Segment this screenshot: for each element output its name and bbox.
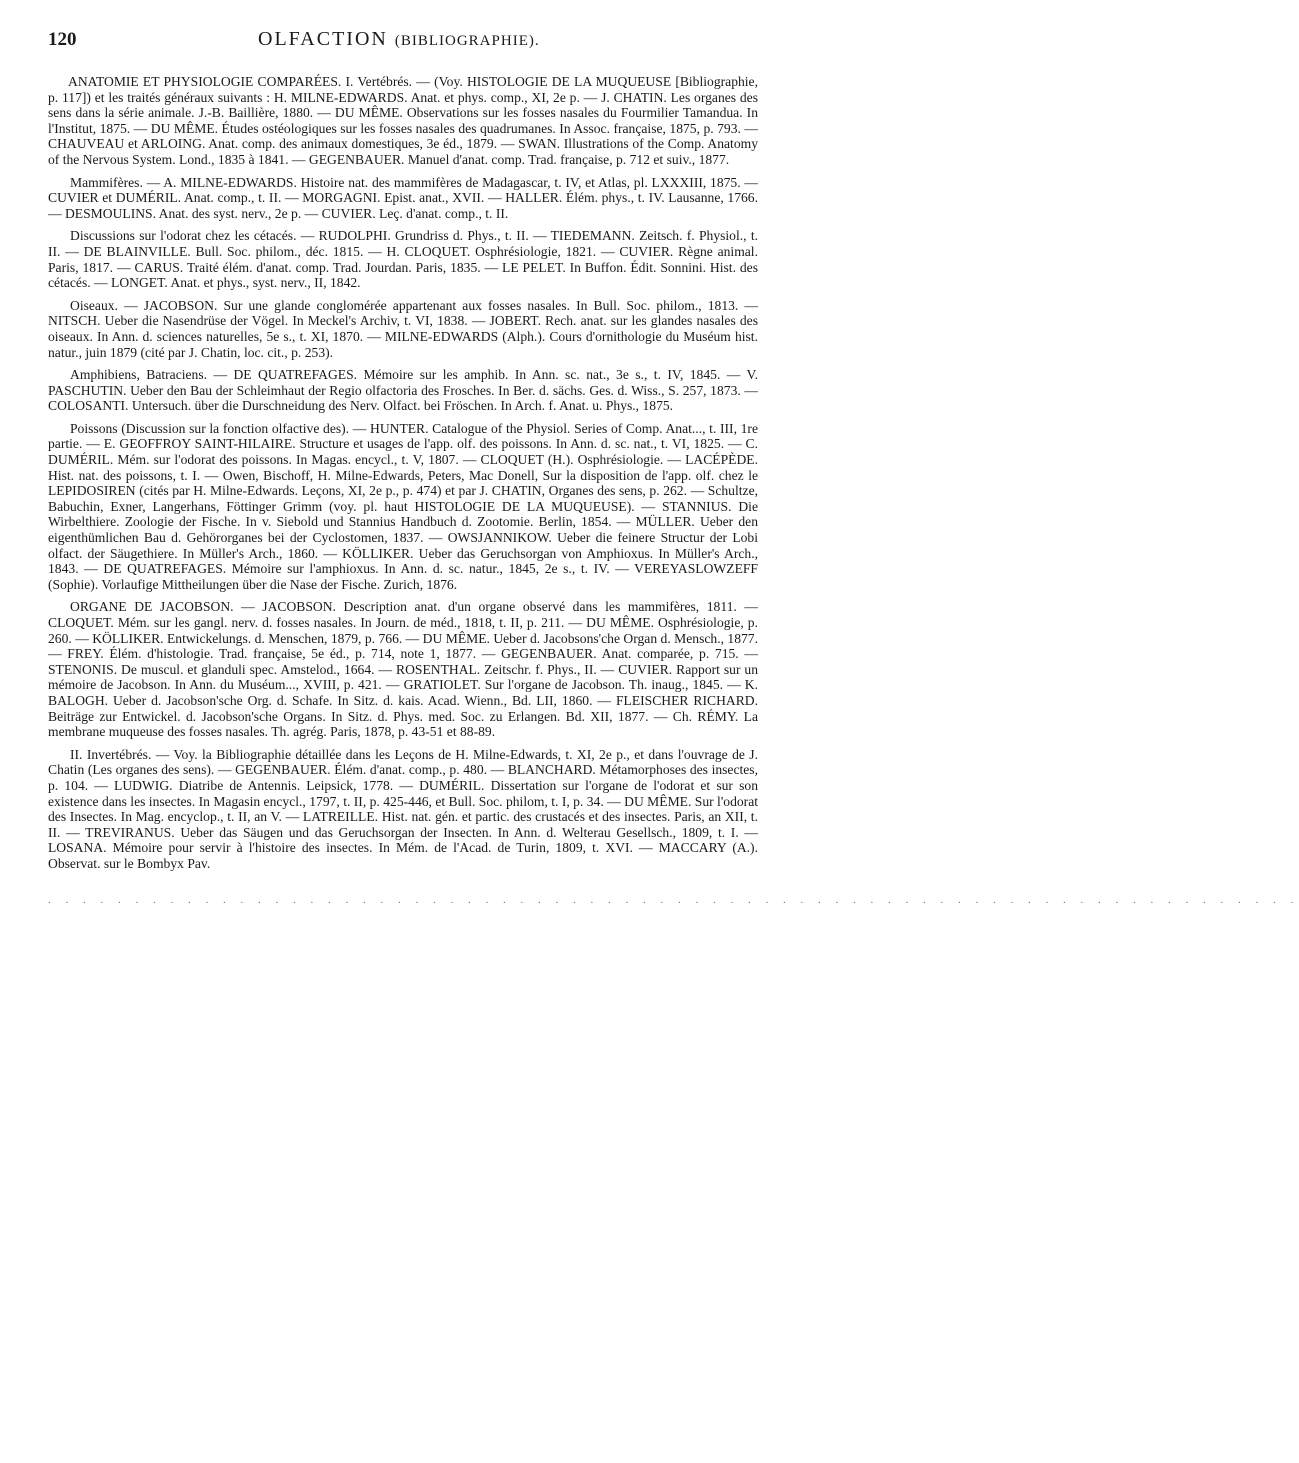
running-head (258, 28, 540, 51)
bibliography-entry-vertebres: ANATOMIE ET PHYSIOLOGIE COMPARÉES. I. Vertébrés. — (Voy. HISTOLOGIE DE LA MUQUEUSE [Bibliographie, p. 117]) et les traités généraux suivants : H. MILNE-EDWARDS. Anat. et phys. comp., XI, 2e p. — J. CHATIN. Les organes des sens dans la série animale. J.-B. Baillière, 1880. — DU MÊME. Observations sur les fosses nasales du Fourmilier Tamandua. In l'Institut, 1875. — DU MÊME. Études ostéologiques sur les fosses nasales des quadrumanes. In Assoc. française, 1875, p. 793. — CHAUVEAU et ARLOING. Anat. comp. des animaux domestiques, 3e éd., 1879. — SWAN. Illustrations of the Comp. Anatomy of the Nervous System. Lond., 1835 à 1841. — GEGENBAUER. Manuel d'anat. comp. Trad. française, p. 712 et suiv., 1877. (48, 74, 758, 167)
page-number: 120 (48, 29, 77, 50)
bibliography-entry-poissons: Poissons (Discussion sur la fonction olfactive des). — HUNTER. Catalogue of the Physiol. Series of Comp. Anat..., t. III, 1re partie. — E. GEOFFROY SAINT-HILAIRE. Structure et usages de l'app. olf. des poissons. In Ann. d. sc. nat., t. VI, 1825. — C. DUMÉRIL. Mém. sur l'odorat des poissons. In Magas. encycl., t. V, 1807. — CLOQUET (H.). Osphrésiologie. — LACÉPÈDE. Hist. nat. des poissons, t. I. — Owen, Bischoff, H. Milne-Edwards, Peters, Mac Donell, Sur la disposition de l'app. olf. chez le LEPIDOSIREN (cités par H. Milne-Edwards. Leçons, XI, 2e p., p. 474) et par J. CHATIN, Organes des sens, p. 262. — Schultze, Babuchin, Exner, Langerhans, Föttinger Grimm (voy. pl. haut HISTOLOGIE DE LA MUQUEUSE). — STANNIUS. Die Wirbelthiere. Zoologie der Fische. In v. Siebold und Stannius Handbuch d. Zootomie. Berlin, 1854. — MÜLLER. Ueber den eigenthümlichen Bau d. Gehörorganes bei der Cyclostomen, 1837. — OWSJANNIKOW. Ueber die feinere Structur der Lobi olfact. der Säugethiere. In Müller's Arch., 1860. — KÖLLIKER. Ueber das Geruchsorgan von Amphioxus. In Müller's Arch., 1843. — DE QUATREFAGES. Mémoire sur l'amphioxus. In Ann. d. sc. natur., 1845, 2e s., t. IV. — VEREYASLOWZEFF (Sophie). Vorlaufige Mittheilungen über die Nase der Fische. Zurich, 1876. (48, 420, 758, 592)
bibliography-entry-oiseaux: Oiseaux. — JACOBSON. Sur une glande conglomérée appartenant aux fosses nasales. In Bull. Soc. philom., 1813. — NITSCH. Ueber die Nasendrüse der Vögel. In Meckel's Archiv, t. VI, 1838. — JOBERT. Rech. anat. sur les glandes nasales des oiseaux. In Ann. d. sciences naturelles, 5e s., t. XI, 1870. — MILNE-EDWARDS (Alph.). Cours d'ornithologie du Muséum hist. natur., juin 1879 (cité par J. Chatin, loc. cit., p. 253). (48, 297, 758, 360)
bibliography-entry-amphibiens: Amphibiens, Batraciens. — DE QUATREFAGES. Mémoire sur les amphib. In Ann. sc. nat., 3e s., t. IV, 1845. — V. PASCHUTIN. Ueber den Bau der Schleimhaut der Regio olfactoria des Frosches. In Ber. d. sächs. Ges. d. Wiss., S. 257, 1873. — COLOSANTI. Untersuch. über die Durschneidung des Nerv. Olfact. bei Fröschen. In Arch. f. Anat. u. Phys., 1875. (48, 367, 758, 414)
page-header (48, 28, 758, 64)
bibliography-entry-invertebres: II. Invertébrés. — Voy. la Bibliographie détaillée dans les Leçons de H. Milne-Edwards, t. XI, 2e p., et dans l'ouvrage de J. Chatin (Les organes des sens). — GEGENBAUER. Élém. d'anat. comp., p. 480. — BLANCHARD. Métamorphoses des insectes, p. 104. — LUDWIG. Diatribe de Antennis. Leipsick, 1778. — DUMÉRIL. Dissertation sur l'organe de l'odorat et sur son existence dans les insectes. In Magasin encycl., 1797, t. II, p. 425-446, et Bull. Soc. philom, t. I, p. 34. — DU MÊME. Sur l'odorat des Insectes. In Mag. encyclop., t. II, an V. — LATREILLE. Hist. nat. gén. et partic. des crustacés et des insectes. Paris, an XII, t. II. — TREVIRANUS. Ueber das Säugen und das Geruchsorgan der Insecten. In Ann. d. Welterau Gesellsch., 1809, t. I. — LOSANA. Mémoire pour servir à l'histoire des insectes. In Mém. de l'Acad. de Turin, 1809, t. XVI. — MACCARY (A.). Observat. sur le Bombyx Pav. (48, 746, 758, 871)
bibliography-entry-cetaces: Discussions sur l'odorat chez les cétacés. — RUDOLPHI. Grundriss d. Phys., t. II. — TIEDEMANN. Zeitsch. f. Physiol., t. II. — DE BLAINVILLE. Bull. Soc. philom., déc. 1815. — H. CLOQUET. Osphrésiologie, 1821. — CUVIER. Règne animal. Paris, 1817. — CARUS. Traité élém. d'anat. comp. Trad. Jourdan. Paris, 1835. — LE PELET. In Buffon. Édit. Sonnini. Hist. des cétacés. — LONGET. Anat. et phys., syst. nerv., II, 1842. (48, 228, 758, 291)
running-head-subtitle: (BIBLIOGRAPHIE). (394, 33, 540, 49)
running-head-title: OLFACTION (258, 28, 388, 50)
bibliography-entry-mammiferes: Mammifères. — A. MILNE-EDWARDS. Histoire nat. des mammifères de Madagascar, t. IV, et Atlas, pl. LXXXIII, 1875. — CUVIER et DUMÉRIL. Anat. comp., t. II. — MORGAGNI. Epist. anat., XVII. — HALLER. Élém. phys., t. IV. Lausanne, 1766. — DESMOULINS. Anat. des syst. nerv., 2e p. — CUVIER. Leç. d'anat. comp., t. II. (48, 174, 758, 221)
bibliography-body (48, 74, 758, 872)
footer-marks: . . . . . . . . . . . . . . . . . . . . . . . . . . . . . . . . . . . . . . . . . . . . . . . . . . . . . . . . . . . . . . . . . . . . . . . . (48, 893, 1299, 906)
bibliography-entry-organe-jacobson: ORGANE DE JACOBSON. — JACOBSON. Description anat. d'un organe observé dans les mammifères, 1811. — CLOQUET. Mém. sur les gangl. nerv. d. fosses nasales. In Journ. de méd., 1818, t. II, p. 211. — DU MÊME. Osphrésiologie, p. 260. — KÖLLIKER. Entwickelungs. d. Menschen, 1879, p. 766. — DU MÊME. Ueber d. Jacobsons'che Organ d. Mensch., 1877. — FREY. Élém. d'histologie. Trad. française, 5e éd., p. 714, note 1, 1877. — GEGENBAUER. Anat. comparée, p. 715. — STENONIS. De muscul. et glanduli spec. Amstelod., 1664. — ROSENTHAL. Zeitschr. f. Phys., II. — CUVIER. Rapport sur un mémoire de Jacobson. In Ann. du Muséum..., XVIII, p. 421. — GRATIOLET. Sur l'organe de Jacobson. Th. inaug., 1845. — K. BALOGH. Ueber d. Jacobson'sche Org. d. Schafe. In Sitz. d. kais. Acad. Wienn., Bd. LII, 1860. — FLEISCHER RICHARD. Beiträge zur Entwickel. d. Jacobson'sche Organs. In Sitz. d. Phys. med. Soc. zu Erlangen. Bd. XII, 1877. — Ch. RÉMY. La membrane muqueuse des fosses nasales. Th. agrég. Paris, 1878, p. 43-51 et 88-89. (48, 599, 758, 740)
